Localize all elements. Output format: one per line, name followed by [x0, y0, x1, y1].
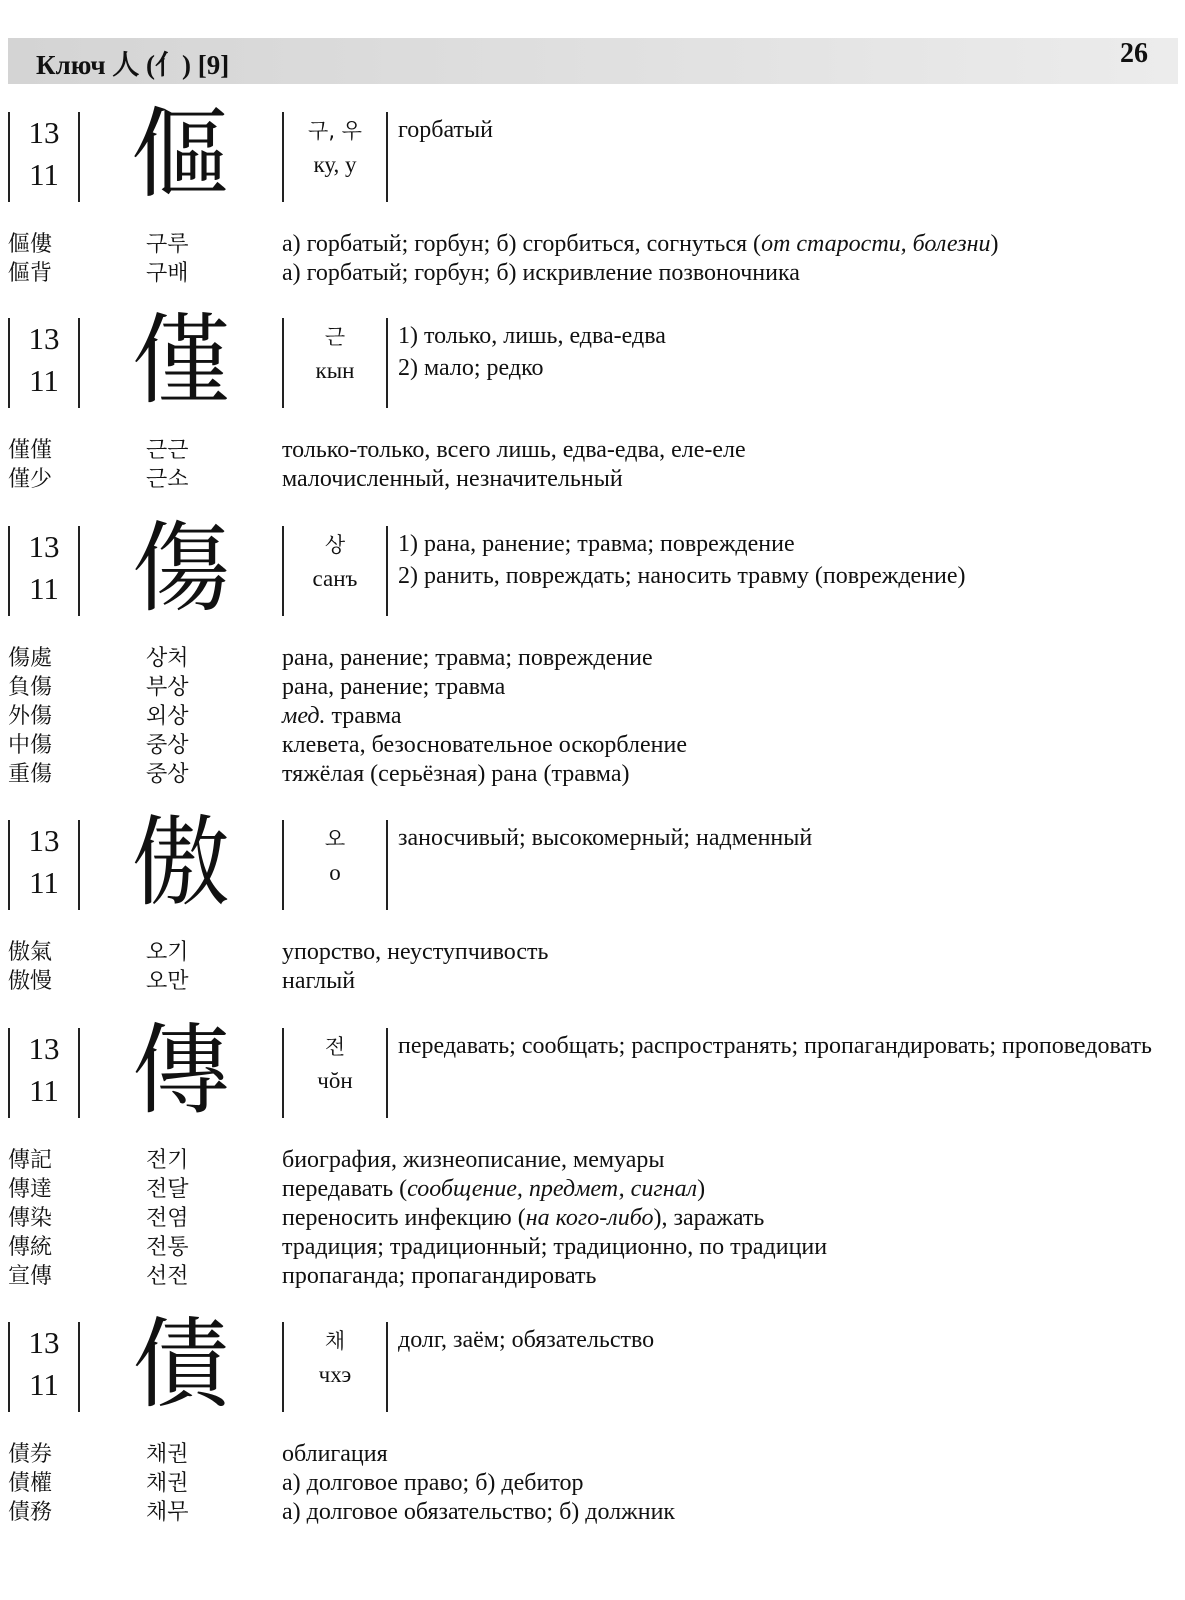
definition-text: традиция; традиционный; традиционно, по традиции [282, 1234, 828, 1260]
compound-definition [282, 1175, 1162, 1204]
definition-text: только-только, всего лишь, едва-едва, еле-еле [282, 437, 746, 463]
compound-definition [282, 465, 1162, 494]
definition-text: рана, ранение; травма [282, 674, 506, 700]
compound-hangul: 상처 [146, 646, 189, 671]
definition-italic: на кого-либо [525, 1205, 654, 1231]
entry [0, 304, 1185, 494]
compound-hangul: 채권 [146, 1442, 189, 1467]
radical-codes [8, 112, 80, 202]
compound-hangul: 근근 [146, 438, 189, 463]
definition-text: переносить инфекцию ( [282, 1205, 526, 1231]
definition-italic: от старости, болезни [761, 231, 991, 257]
compound-list [0, 1440, 1185, 1527]
compound-definition [282, 436, 1162, 465]
compound-list [0, 938, 1185, 996]
compound-definition [282, 230, 1162, 259]
compound-row [0, 1262, 1185, 1291]
compound-definition [282, 644, 1162, 673]
korean-reading: 상 [324, 533, 346, 557]
meaning-block [398, 1324, 1158, 1356]
compound-row [0, 760, 1185, 789]
compound-hanja: 外傷 [8, 704, 53, 729]
meaning-line: 2) мало; редко [398, 355, 544, 381]
compound-hanja: 僅少 [8, 467, 53, 492]
compound-hangul: 선전 [146, 1264, 189, 1289]
entry-head [0, 512, 1185, 626]
meaning-line: 1) рана, ранение; травма; повреждение [398, 531, 795, 557]
compound-hangul: 채무 [146, 1500, 189, 1525]
radical-codes [8, 1322, 80, 1412]
compound-hanja: 傴僂 [8, 232, 53, 257]
compound-definition [282, 967, 1162, 996]
meaning-line: заносчивый; высокомерный; надменный [398, 825, 813, 851]
entry-head [0, 98, 1185, 212]
definition-text: а) горбатый; горбун; б) искривление позвоночника [282, 260, 800, 286]
headword-character: 傴 [131, 98, 230, 212]
stroke-code-bottom: 11 [29, 1367, 59, 1402]
compound-row [0, 465, 1185, 494]
compound-definition [282, 673, 1162, 702]
definition-text: малочисленный, незначительный [282, 466, 623, 492]
stroke-code-bottom: 11 [29, 363, 59, 398]
russian-transcription: санъ [312, 566, 358, 591]
korean-reading: 근 [324, 325, 346, 349]
compound-hanja: 傲氣 [8, 940, 53, 965]
stroke-code-top: 13 [28, 823, 60, 858]
meaning-line: 1) только, лишь, едва-едва [398, 323, 666, 349]
korean-reading: 채 [324, 1329, 346, 1353]
compound-hanja: 傳達 [8, 1177, 53, 1202]
stroke-code-top: 13 [28, 1031, 60, 1066]
meaning-line: горбатый [398, 117, 493, 143]
headword-character: 傷 [131, 512, 230, 626]
compound-row [0, 1469, 1185, 1498]
compound-hangul: 중상 [146, 762, 189, 787]
meaning-line: 2) ранить, повреждать; наносить травму (повреждение) [398, 563, 966, 589]
headword-character: 傳 [131, 1014, 230, 1128]
compound-definition [282, 702, 1162, 731]
compound-hanja: 負傷 [8, 675, 53, 700]
meaning-block [398, 822, 1158, 854]
compound-row [0, 644, 1185, 673]
stroke-code-bottom: 11 [29, 1073, 59, 1108]
compound-definition [282, 938, 1162, 967]
stroke-code-bottom: 11 [29, 571, 59, 606]
russian-transcription: чŏн [317, 1068, 353, 1093]
compound-hangul: 전염 [146, 1206, 189, 1231]
radical-codes [8, 526, 80, 616]
compound-definition [282, 1498, 1162, 1527]
definition-text: а) долговое право; б) дебитор [282, 1470, 584, 1496]
entry-head [0, 1014, 1185, 1128]
definition-text: ) [990, 231, 999, 257]
meaning-line: передавать; сообщать; распространять; пропагандировать; проповедовать [398, 1033, 1152, 1059]
radical-codes [8, 1028, 80, 1118]
compound-definition [282, 1204, 1162, 1233]
compound-hanja: 傷處 [8, 646, 53, 671]
stroke-code-bottom: 11 [29, 865, 59, 900]
compound-row [0, 230, 1185, 259]
compound-row [0, 1233, 1185, 1262]
compound-hangul: 외상 [146, 704, 189, 729]
russian-transcription: чхэ [318, 1362, 352, 1387]
compound-hanja: 傴背 [8, 261, 53, 286]
entry [0, 1014, 1185, 1291]
compound-row [0, 673, 1185, 702]
reading-box [282, 1322, 388, 1412]
compound-row [0, 1146, 1185, 1175]
definition-text: а) долговое обязательство; б) должник [282, 1499, 676, 1525]
compound-row [0, 967, 1185, 996]
compound-hangul: 근소 [146, 467, 189, 492]
definition-text: тяжёлая (серьёзная) рана (травма) [282, 761, 630, 787]
compound-hangul: 구루 [146, 232, 189, 257]
stroke-code-top: 13 [28, 321, 60, 356]
entry [0, 1308, 1185, 1527]
reading-box [282, 1028, 388, 1118]
compound-list [0, 230, 1185, 288]
compound-list [0, 644, 1185, 789]
definition-text: клевета, безосновательное оскорбление [282, 732, 688, 758]
stroke-code-top: 13 [28, 1325, 60, 1360]
compound-list [0, 1146, 1185, 1291]
definition-text: а) горбатый; горбун; б) сгорбиться, согнуться ( [282, 231, 762, 257]
stroke-code-top: 13 [28, 115, 60, 150]
headword-character: 傲 [131, 806, 230, 920]
compound-hanja: 宣傳 [8, 1264, 53, 1289]
compound-hangul: 부상 [146, 675, 189, 700]
russian-transcription: кын [315, 358, 355, 383]
compound-row [0, 1498, 1185, 1527]
entry [0, 806, 1185, 996]
compound-hanja: 債務 [8, 1500, 53, 1525]
compound-definition [282, 731, 1162, 760]
compound-hanja: 傳染 [8, 1206, 53, 1231]
reading-box [282, 526, 388, 616]
definition-italic: сообщение, предмет, сигнал [407, 1176, 698, 1202]
reading-box [282, 820, 388, 910]
definition-text: пропаганда; пропагандировать [282, 1263, 597, 1289]
compound-hangul: 채권 [146, 1471, 189, 1496]
compound-definition [282, 1233, 1162, 1262]
definition-text: упорство, неуступчивость [282, 939, 549, 965]
definition-text: травма [325, 703, 402, 729]
entry-head [0, 806, 1185, 920]
compound-hanja: 僅僅 [8, 438, 53, 463]
korean-reading: 오 [324, 827, 346, 851]
meaning-block [398, 528, 1158, 592]
compound-hanja: 重傷 [8, 762, 53, 787]
reading-box [282, 318, 388, 408]
compound-row [0, 731, 1185, 760]
definition-text: рана, ранение; травма; повреждение [282, 645, 653, 671]
compound-definition [282, 760, 1162, 789]
compound-hanja: 傳記 [8, 1148, 53, 1173]
definition-text: облигация [282, 1441, 388, 1467]
compound-hangul: 중상 [146, 733, 189, 758]
compound-hangul: 전달 [146, 1177, 189, 1202]
russian-transcription: ку, у [313, 152, 357, 177]
definition-italic: мед. [282, 703, 326, 729]
page-number: 26 [1120, 38, 1148, 69]
radical-codes [8, 820, 80, 910]
page-header [8, 38, 1178, 84]
compound-hanja: 傲慢 [8, 969, 53, 994]
compound-definition [282, 1440, 1162, 1469]
compound-list [0, 436, 1185, 494]
compound-hangul: 전기 [146, 1148, 189, 1173]
compound-row [0, 1204, 1185, 1233]
compound-definition [282, 259, 1162, 288]
definition-text: ) [697, 1176, 706, 1202]
compound-row [0, 938, 1185, 967]
stroke-code-bottom: 11 [29, 157, 59, 192]
headword-character: 債 [131, 1308, 230, 1422]
compound-row [0, 1175, 1185, 1204]
meaning-block [398, 320, 1158, 384]
compound-hangul: 오만 [146, 969, 189, 994]
entry-head [0, 1308, 1185, 1422]
radical-title: Ключ 人 (亻) [9] [36, 50, 230, 80]
compound-hanja: 債券 [8, 1442, 53, 1467]
entry [0, 98, 1185, 288]
entry [0, 512, 1185, 789]
meaning-line: долг, заём; обязательство [398, 1327, 655, 1353]
meaning-block [398, 114, 1158, 146]
stroke-code-top: 13 [28, 529, 60, 564]
compound-row [0, 702, 1185, 731]
compound-hangul: 구배 [146, 261, 189, 286]
compound-hanja: 債權 [8, 1471, 53, 1496]
compound-hanja: 中傷 [8, 733, 53, 758]
meaning-block [398, 1030, 1158, 1062]
compound-definition [282, 1469, 1162, 1498]
compound-row [0, 259, 1185, 288]
compound-hangul: 오기 [146, 940, 189, 965]
headword-character: 僅 [131, 304, 230, 418]
korean-reading: 구, 우 [308, 119, 362, 143]
compound-hanja: 傳統 [8, 1235, 53, 1260]
compound-definition [282, 1146, 1162, 1175]
compound-hangul: 전통 [146, 1235, 189, 1260]
definition-text: ), заражать [653, 1205, 765, 1231]
korean-reading: 전 [324, 1035, 346, 1059]
entry-head [0, 304, 1185, 418]
compound-row [0, 1440, 1185, 1469]
definition-text: биография, жизнеописание, мемуары [282, 1147, 665, 1173]
radical-codes [8, 318, 80, 408]
compound-definition [282, 1262, 1162, 1291]
compound-row [0, 436, 1185, 465]
russian-transcription: о [329, 860, 341, 885]
reading-box [282, 112, 388, 202]
definition-text: наглый [282, 968, 356, 994]
definition-text: передавать ( [282, 1176, 408, 1202]
